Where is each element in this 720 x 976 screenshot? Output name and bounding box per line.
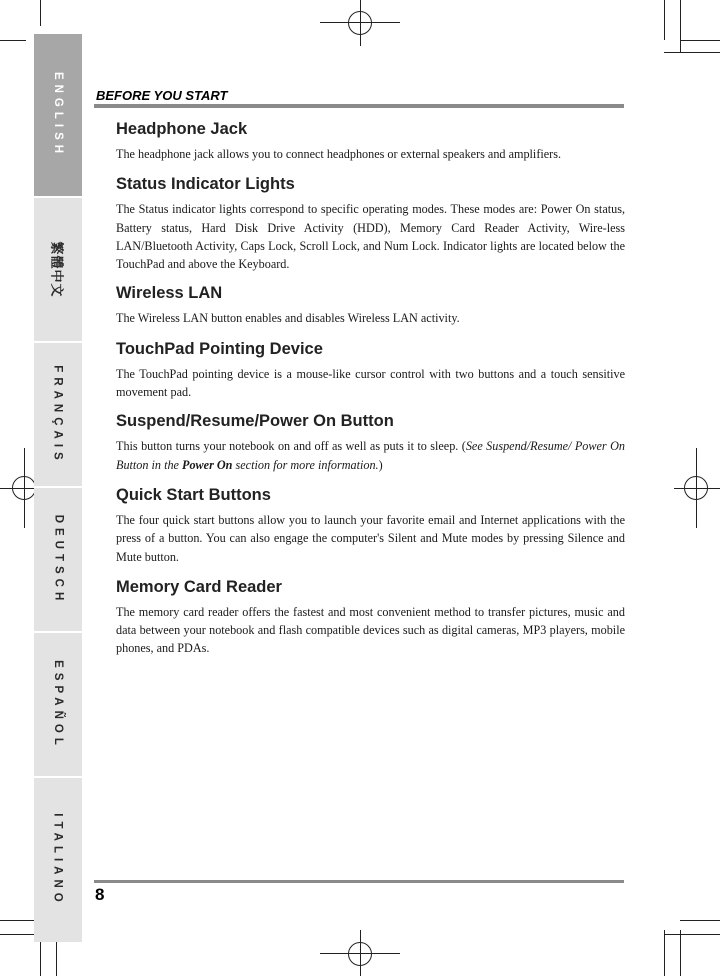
page-content bbox=[116, 118, 625, 658]
tab-label-traditional-chinese: 繁體中文 bbox=[49, 241, 65, 298]
section-body: The Status indicator lights correspond to specific operating modes. These modes are: Power On status, Battery status, Hard Disk Drive Activity (HDD), Memory Card Reader Activity, Wire-less LAN/Bluetooth Activity, Caps Lock, Scroll Lock, and Num Lock. Indicator lights are located below the TouchPad and above the Keyboard. bbox=[116, 202, 625, 272]
section-title: TouchPad Pointing Device bbox=[116, 339, 323, 358]
header-rule bbox=[94, 104, 624, 108]
section-title: Headphone Jack bbox=[116, 120, 248, 138]
section-body: The four quick start buttons allow you to launch your favorite email and Internet applications with the press of a button. You can also engage the computer's Silent and Mute modes by pressing Silence and Mute button. bbox=[116, 512, 625, 564]
section-title: Status Indicator Lights bbox=[116, 175, 295, 194]
section-body: The memory card reader offers the fastest and most convenient method to transfer pictures, music and data between your notebook and flash compatible devices such as digital cameras, MP3 players, mobile phones, and PDAs. bbox=[116, 604, 625, 656]
language-sidebar bbox=[34, 34, 82, 942]
tab-spanish[interactable] bbox=[34, 633, 82, 778]
section-suspend-resume-power-on-button bbox=[116, 410, 625, 474]
tab-traditional-chinese[interactable] bbox=[34, 198, 82, 343]
tab-german[interactable] bbox=[34, 488, 82, 633]
tab-english[interactable] bbox=[34, 34, 82, 198]
tab-label-german: DEUTSCH bbox=[52, 514, 64, 605]
body-italic-text: section for more information. bbox=[232, 457, 379, 472]
section-title: Suspend/Resume/Power On Button bbox=[116, 412, 394, 431]
section-title: Memory Card Reader bbox=[116, 577, 282, 596]
section-status-indicator-lights bbox=[116, 173, 625, 273]
tab-label-spanish: ESPAÑOL bbox=[52, 659, 64, 750]
body-text: This button turns your notebook on and off as well as puts it to sleep. ( bbox=[116, 439, 466, 454]
tab-label-italian: ITALIANO bbox=[52, 813, 65, 907]
section-body: The headphone jack allows you to connect headphones or external speakers and amplifiers. bbox=[116, 147, 562, 161]
body-bold-italic-text: Power On bbox=[182, 457, 233, 472]
section-body: The TouchPad pointing device is a mouse-like cursor control with two buttons and a touch sensitive movement pad. bbox=[116, 366, 625, 400]
section-touchpad-pointing-device bbox=[116, 338, 625, 402]
section-body: The Wireless LAN button enables and disables Wireless LAN activity. bbox=[116, 311, 460, 326]
section-title: Wireless LAN bbox=[116, 284, 223, 303]
section-title: Quick Start Buttons bbox=[116, 485, 271, 504]
body-text: ) bbox=[378, 457, 383, 472]
section-wireless-lan bbox=[116, 282, 625, 327]
section-headphone-jack bbox=[116, 118, 625, 163]
tab-italian[interactable] bbox=[34, 778, 82, 942]
tab-label-english: ENGLISH bbox=[52, 71, 64, 159]
section-body bbox=[116, 437, 625, 474]
body-italic-text: See Suspend/Resume/ Power On Button in the bbox=[116, 439, 625, 472]
tab-french[interactable] bbox=[34, 343, 82, 488]
page-number: 8 bbox=[95, 885, 105, 904]
section-memory-card-reader bbox=[116, 576, 625, 658]
section-quick-start-buttons bbox=[116, 484, 625, 566]
header-title: BEFORE YOU START bbox=[96, 88, 228, 103]
tab-label-french: FRANÇAIS bbox=[52, 364, 65, 465]
footer-rule bbox=[94, 880, 624, 883]
